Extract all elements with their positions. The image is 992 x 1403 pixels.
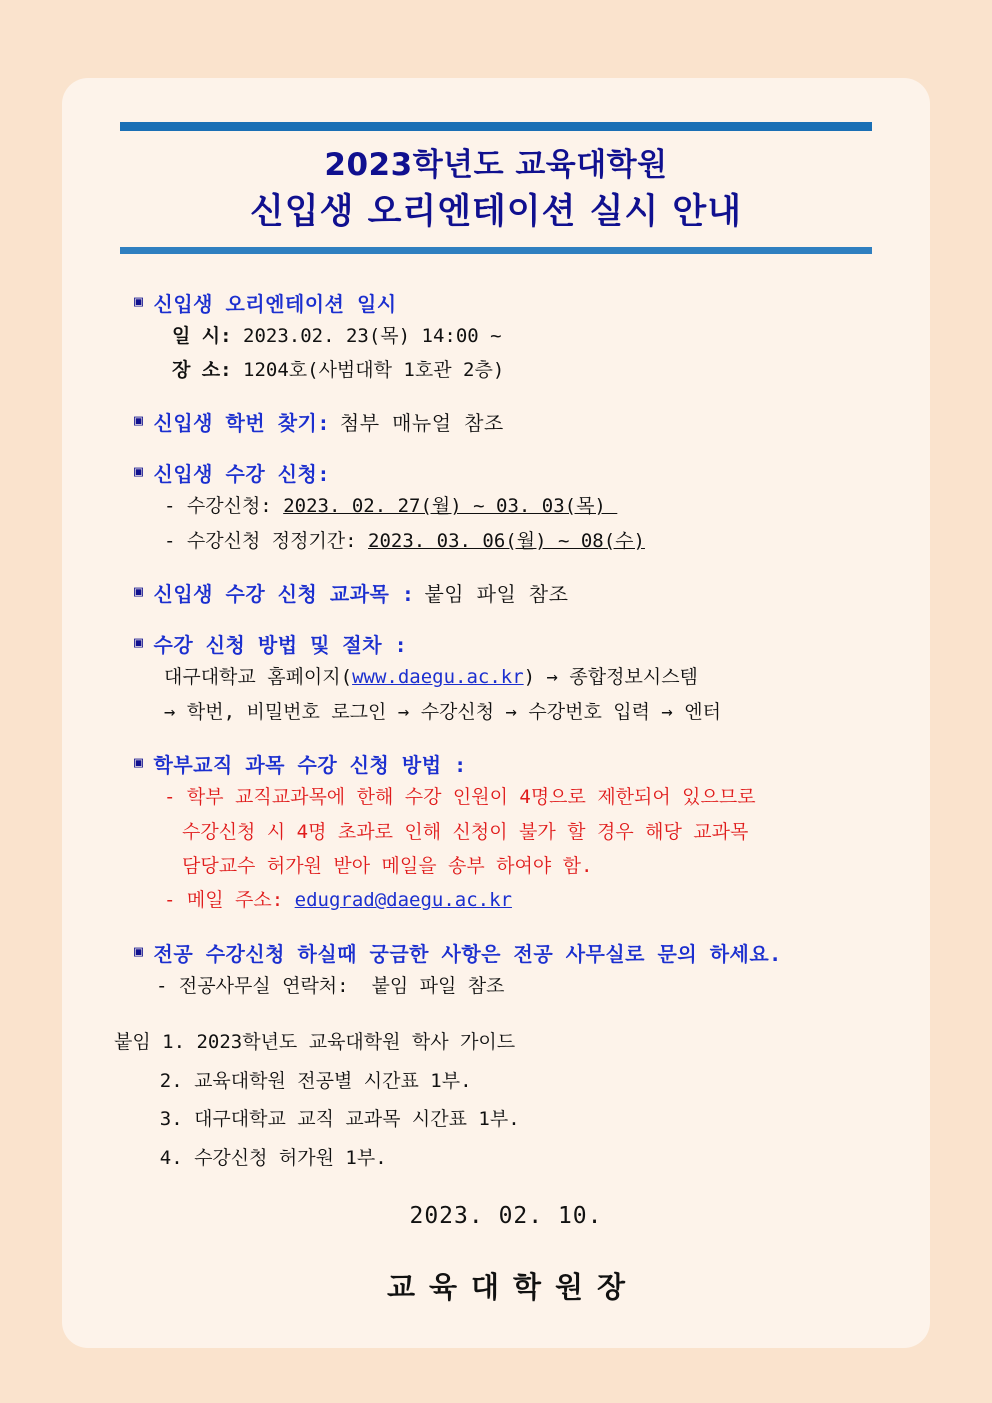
attachment-item: 3. 대구대학교 교직 교과목 시간표 1부. <box>114 1108 520 1131</box>
find-student-id-value: 첨부 매뉴얼 참조 <box>339 411 504 436</box>
datetime-label: 일 시: <box>172 324 232 347</box>
orientation-place-line <box>172 356 878 385</box>
section-heading <box>134 578 878 607</box>
registration-change-line <box>164 527 878 556</box>
section-heading-label: 신입생 학번 찾기: <box>153 411 330 436</box>
place-value: 1204호(사범대학 1호관 2층) <box>231 358 505 381</box>
issue-date: 2023. 02. 10. <box>409 1202 603 1229</box>
section-course-list <box>134 578 878 607</box>
registration-method-line2: → 학번, 비밀번호 로그인 → 수강신청 → 수강번호 입력 → 엔터 <box>164 700 722 723</box>
teaching-mail-line <box>164 886 878 915</box>
section-heading-label: 신입생 수강 신청 교과목 : <box>153 582 415 607</box>
section-heading <box>134 749 878 778</box>
registration-change-value: 2023. 03. 06(월) ~ 08(수) <box>368 529 645 552</box>
section-heading-label: 신입생 수강 신청: <box>153 462 330 487</box>
square-bullet-icon <box>134 410 144 432</box>
attachment-item: 붙임 1. 2023학년도 교육대학원 학사 가이드 <box>114 1031 516 1054</box>
square-bullet-icon <box>134 752 144 774</box>
section-heading <box>134 629 878 658</box>
major-office-contact: - 전공사무실 연락처: 붙임 파일 참조 <box>156 974 505 997</box>
section-teaching-course-method <box>134 749 878 916</box>
square-bullet-icon <box>134 632 144 654</box>
square-bullet-icon <box>134 941 144 963</box>
section-major-office <box>134 938 878 1001</box>
attachment-item: 2. 교육대학원 전공별 시간표 1부. <box>114 1069 472 1092</box>
page-title-line1: 2023학년도 교육대학원 <box>324 147 668 183</box>
section-course-registration <box>134 458 878 556</box>
method-suffix: ) → 종합정보시스템 <box>523 666 698 689</box>
datetime-value: 2023.02. 23(목) 14:00 ~ <box>231 324 502 347</box>
page-title-line2: 신입생 오리엔테이션 실시 안내 <box>249 192 743 233</box>
square-bullet-icon <box>134 461 144 483</box>
section-heading <box>134 938 878 967</box>
teaching-note-line2: 수강신청 시 4명 초과로 인해 신청이 불가 할 경우 해당 교과목 <box>182 820 749 843</box>
edugrad-email-link[interactable]: edugrad@daegu.ac.kr <box>294 889 512 912</box>
section-heading <box>134 288 878 317</box>
place-label: 장 소: <box>172 358 232 381</box>
section-heading-label: 수강 신청 방법 및 절차 : <box>153 633 408 658</box>
square-bullet-icon <box>134 291 144 313</box>
attachment-list <box>114 1027 878 1173</box>
registration-method-line1 <box>164 663 878 692</box>
section-registration-method <box>134 629 878 727</box>
section-find-student-id <box>134 407 878 436</box>
signer-title: 교육대학원장 <box>386 1269 640 1304</box>
registration-change-prefix: - 수강신청 정정기간: <box>164 529 369 552</box>
course-list-value: 붙임 파일 참조 <box>424 582 569 607</box>
orientation-datetime-line <box>172 322 878 351</box>
section-orientation-datetime <box>134 288 878 386</box>
title-block <box>120 122 872 254</box>
notice-body <box>62 288 930 1306</box>
section-heading <box>134 407 878 436</box>
square-bullet-icon <box>134 581 144 603</box>
registration-period-value: 2023. 02. 27(월) ~ 03. 03(목) <box>283 495 618 518</box>
notice-page <box>62 78 930 1348</box>
registration-period-prefix: - 수강신청: <box>164 495 284 518</box>
section-heading <box>134 458 878 487</box>
section-heading-label: 학부교직 과목 수강 신청 방법 : <box>153 753 467 778</box>
section-heading-label: 신입생 오리엔테이션 일시 <box>153 291 397 316</box>
teaching-note-line1: - 학부 교직교과목에 한해 수강 인원이 4명으로 제한되어 있으므로 <box>164 786 756 809</box>
teaching-note-line3: 담당교수 허가원 받아 메일을 송부 하여야 함. <box>182 855 593 878</box>
method-prefix: 대구대학교 홈페이지( <box>164 666 353 689</box>
registration-period-line <box>164 492 878 521</box>
section-heading-label: 전공 수강신청 하실때 궁금한 사항은 전공 사무실로 문의 하세요. <box>153 941 782 966</box>
attachment-item: 4. 수강신청 허가원 1부. <box>114 1146 387 1169</box>
university-homepage-link[interactable]: www.daegu.ac.kr <box>352 666 524 689</box>
mail-label: - 메일 주소: <box>164 889 295 912</box>
